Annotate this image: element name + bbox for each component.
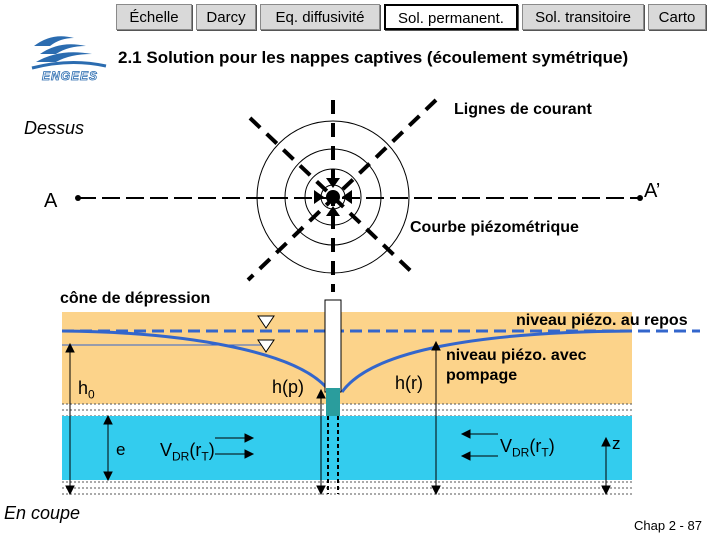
streamlines-label: Lignes de courant xyxy=(454,101,592,118)
hr-label: h(r) xyxy=(395,373,423,393)
point-a-label: A xyxy=(44,190,58,212)
section-view-label: En coupe xyxy=(4,503,81,523)
thickness-label: e xyxy=(116,440,126,459)
pumping-level-label-2: pompage xyxy=(446,367,518,384)
well-screen xyxy=(326,388,340,416)
tab-sol-permanent[interactable]: Sol. permanent. xyxy=(384,4,518,30)
page-title: 2.1 Solution pour les nappes captives (écoulement symétrique) xyxy=(118,48,629,67)
piezometric-curve-label: Courbe piézométrique xyxy=(410,219,579,236)
rest-level-label: niveau piézo. au repos xyxy=(516,312,688,329)
tab-darcy[interactable]: Darcy xyxy=(196,4,256,30)
vdr-label-right: $V_{DR}(r_T)$ xyxy=(500,436,555,460)
vdr-label-left: $V_{DR}(r_T)$ xyxy=(160,440,215,464)
logo-text: ENGEES xyxy=(41,69,99,83)
streamlines xyxy=(248,100,436,292)
tab-eq-diffusivite[interactable]: Eq. diffusivité xyxy=(260,4,380,30)
point-a-prime-label: A’ xyxy=(644,180,661,202)
well-casing xyxy=(325,300,341,392)
tab-echelle[interactable]: Échelle xyxy=(116,4,192,30)
hp-label: h(p) xyxy=(272,377,305,397)
pumping-level-label: niveau piézo. avec xyxy=(446,347,587,364)
top-view xyxy=(75,100,643,292)
point-a-prime-marker xyxy=(637,195,643,201)
z-label: z xyxy=(612,434,621,453)
cone-label: cône de dépression xyxy=(60,290,211,307)
well-marker xyxy=(326,190,340,204)
tab-carto[interactable]: Carto xyxy=(648,4,706,30)
tab-sol-transitoire[interactable]: Sol. transitoire xyxy=(522,4,644,30)
streamline xyxy=(248,100,436,280)
point-a-marker xyxy=(75,195,81,201)
page-number: Chap 2 - 87 xyxy=(634,518,702,533)
h0-label: $h_0$ xyxy=(78,378,95,402)
top-view-label: Dessus xyxy=(24,118,85,138)
